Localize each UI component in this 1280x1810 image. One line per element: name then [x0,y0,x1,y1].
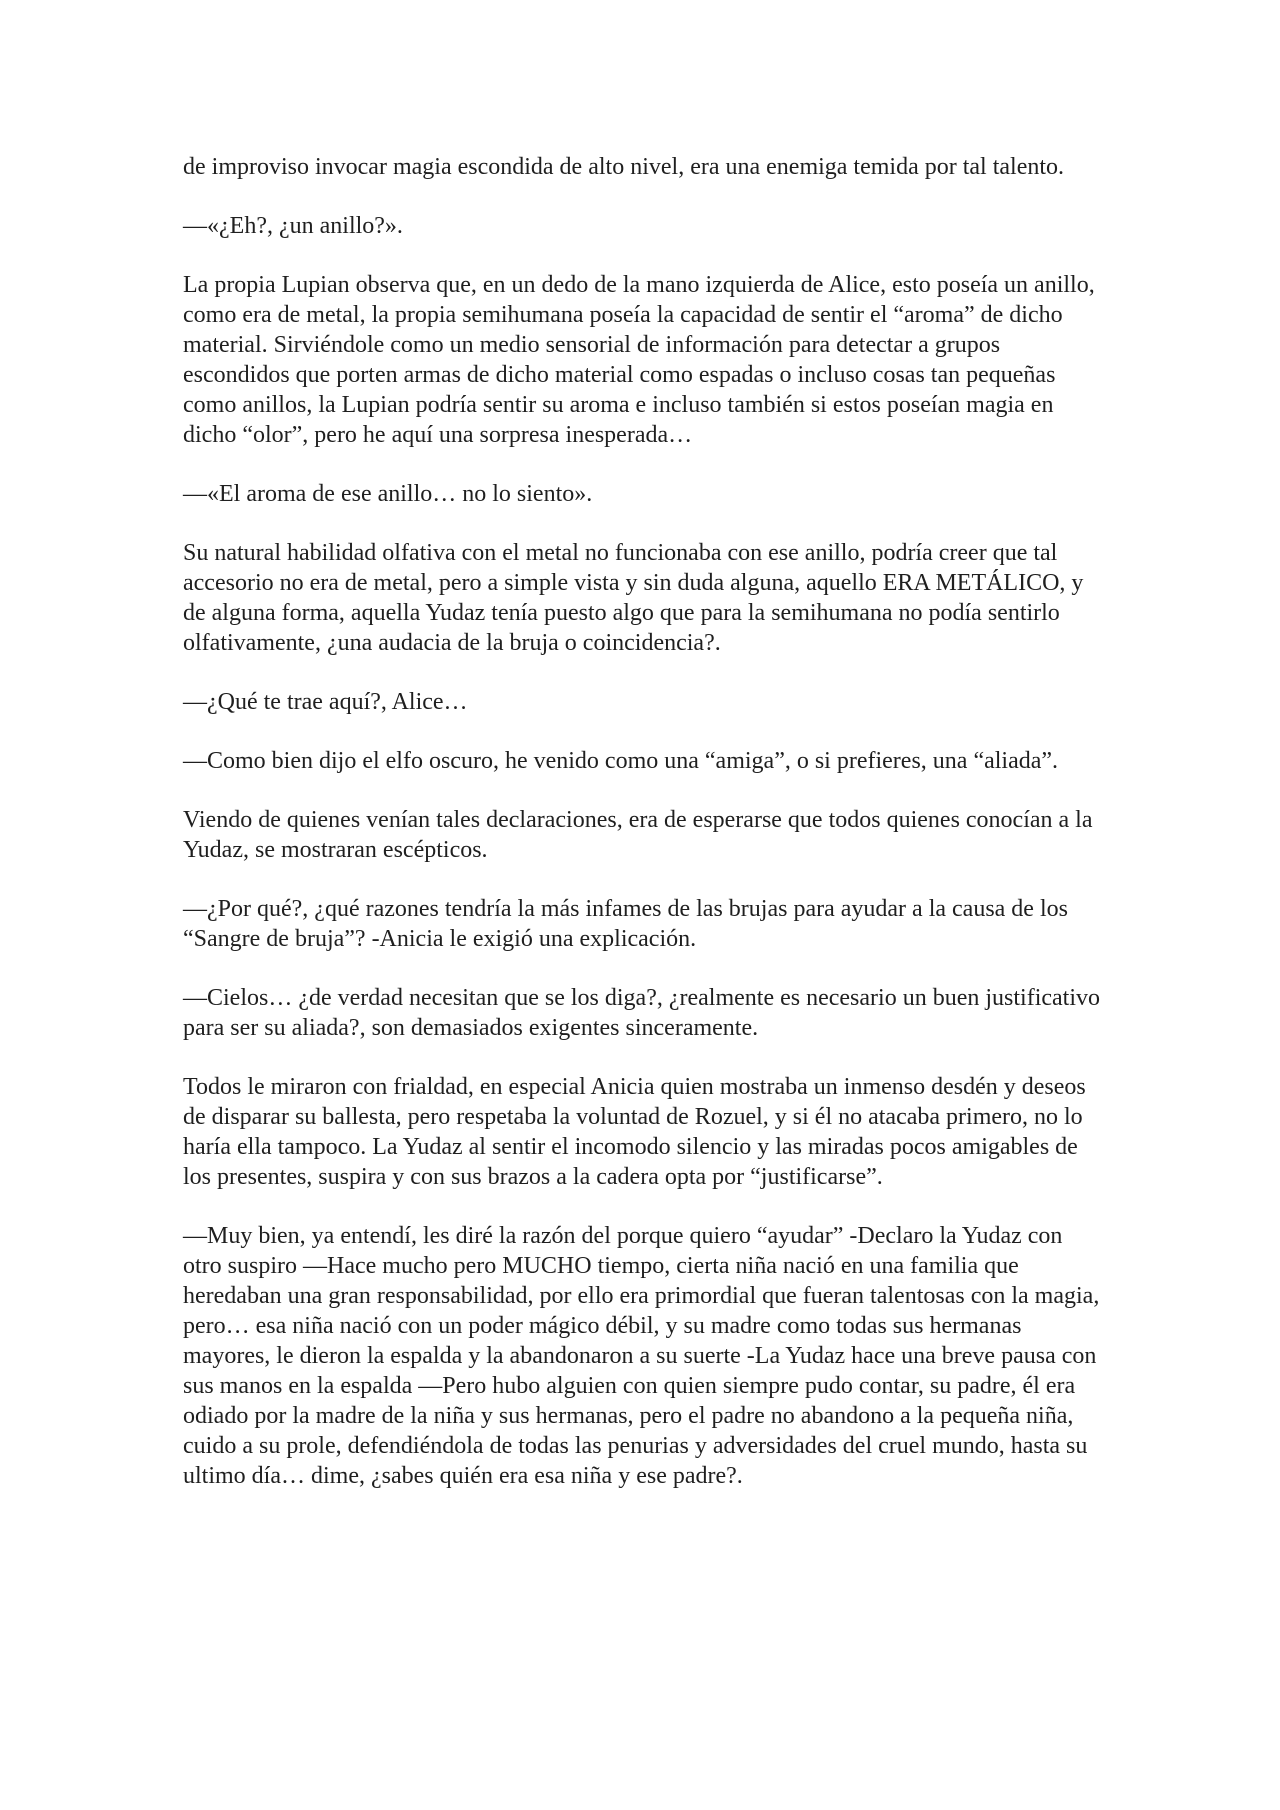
paragraph-9: —¿Por qué?, ¿qué razones tendría la más infames de las brujas para ayudar a la causa de los “Sangre de bruja”? -Anicia le exigió una explicación. [183,896,1068,952]
paragraph-11: Todos le miraron con frialdad, en especial Anicia quien mostraba un inmenso desdén y deseos de disparar su ballesta, pero respetaba la voluntad de Rozuel, y si él no atacaba primero, no lo haría ella tampoco. La Yudaz al sentir el incomodo silencio y las miradas pocos amigables de los presentes, suspira y con sus brazos a la cadera opta por “justificarse”. [183,1074,1086,1190]
paragraph-12: —Muy bien, ya entendí, les diré la razón del porque quiero “ayudar” -Declaro la Yudaz con otro suspiro —Hace mucho pero MUCHO tiempo, cierta niña nació en una familia que heredaban una gran responsabilidad, por ello era primordial que fueran talentosas con la magia, pero… esa niña nació con un poder mágico débil, y su madre como todas sus hermanas mayores, le dieron la espalda y la abandonaron a su suerte -La Yudaz hace una breve pausa con sus manos en la espalda —Pero hubo alguien con quien siempre pudo contar, su padre, él era odiado por la madre de la niña y sus hermanas, pero el padre no abandono a la pequeña niña, cuido a su prole, defendiéndola de todas las penurias y adversidades del cruel mundo, hasta su ultimo día… dime, ¿sabes quién era esa niña y ese padre?. [183,1223,1100,1489]
paragraph-8: Viendo de quienes venían tales declaraciones, era de esperarse que todos quienes conocían a la Yudaz, se mostraran escépticos. [183,807,1093,863]
paragraph-4: —«El aroma de ese anillo… no lo siento». [183,481,593,507]
paragraph-2: —«¿Eh?, ¿un anillo?». [183,213,403,239]
paragraph-6: —¿Qué te trae aquí?, Alice… [183,689,468,715]
document-page [183,152,1103,1520]
paragraph-1: de improviso invocar magia escondida de alto nivel, era una enemiga temida por tal talento. [183,154,1065,180]
paragraph-3: La propia Lupian observa que, en un dedo de la mano izquierda de Alice, esto poseía un anillo, como era de metal, la propia semihumana poseía la capacidad de sentir el “aroma” de dicho material. Sirviéndole como un medio sensorial de información para detectar a grupos escondidos que porten armas de dicho material como espadas o incluso cosas tan pequeñas como anillos, la Lupian podría sentir su aroma e incluso también si estos poseían magia en dicho “olor”, pero he aquí una sorpresa inesperada… [183,272,1095,448]
paragraph-10: —Cielos… ¿de verdad necesitan que se los diga?, ¿realmente es necesario un buen justificativo para ser su aliada?, son demasiados exigentes sinceramente. [183,985,1101,1041]
paragraph-5: Su natural habilidad olfativa con el metal no funcionaba con ese anillo, podría creer que tal accesorio no era de metal, pero a simple vista y sin duda alguna, aquello ERA METÁLICO, y de alguna forma, aquella Yudaz tenía puesto algo que para la semihumana no podía sentirlo olfativamente, ¿una audacia de la bruja o coincidencia?. [183,540,1084,656]
paragraph-7: —Como bien dijo el elfo oscuro, he venido como una “amiga”, o si prefieres, una “aliada”. [183,748,1059,774]
